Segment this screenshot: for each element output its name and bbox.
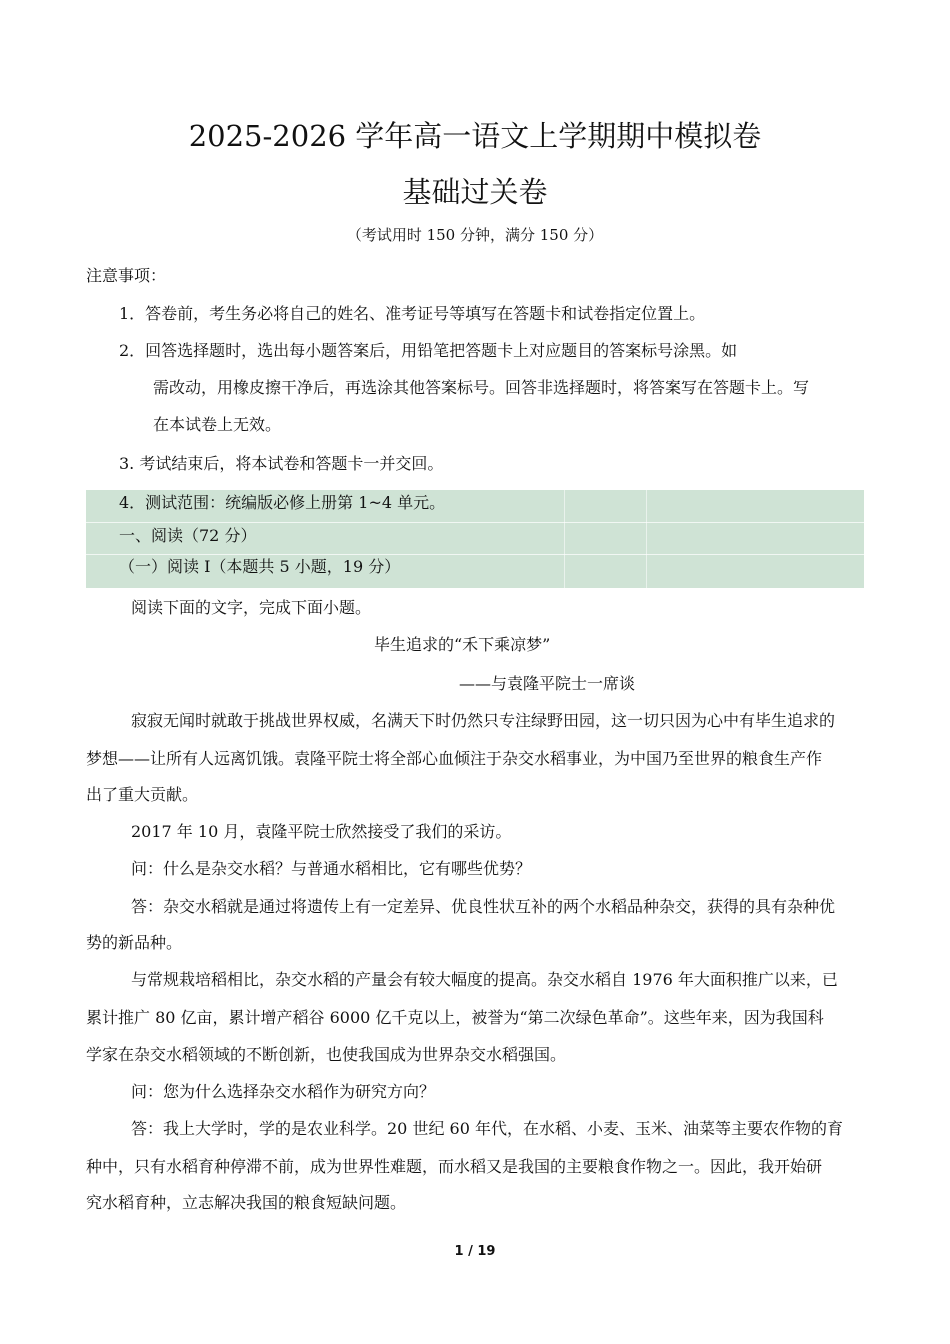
passage-title: 毕生追求的“禾下乘凉梦” [374,635,551,654]
section-subheading: （一）阅读 I（本题共 5 小题，19 分） [119,557,401,576]
exam-info: （考试用时 150 分钟，满分 150 分） [346,226,604,244]
passage-line: 梦想——让所有人远离饥饿。袁隆平院士将全部心血倾注于杂交水稻事业，为中国乃至世界的粮食生产作 [86,749,823,768]
page-number: 1 / 19 [454,1244,496,1259]
notes-item-1: 1．答卷前，考生务必将自己的姓名、准考证号等填写在答题卡和试卷指定位置上。 [119,304,706,323]
passage-line: 势的新品种。 [86,933,183,952]
notes-heading: 注意事项： [86,266,167,285]
notes-item-3: 3. 考试结束后，将本试卷和答题卡一并交回。 [119,454,444,473]
passage-instruction: 阅读下面的文字，完成下面小题。 [131,598,372,617]
passage-line: 种中，只有水稻育种停滞不前，成为世界性难题，而水稻又是我国的主要粮食作物之一。因此，我开始研 [86,1157,823,1176]
passage-line: 答：杂交水稻就是通过将遗传上有一定差异、优良性状互补的两个水稻品种杂交，获得的具有杂种优 [131,897,836,916]
notes-item-2-line-3: 在本试卷上无效。 [153,415,282,434]
passage-line: 答：我上大学时，学的是农业科学。20 世纪 60 年代，在水稻、小麦、玉米、油菜等主要农作物的育 [131,1119,843,1138]
highlight-grid-line [564,490,565,588]
passage-line: 问：什么是杂交水稻？与普通水稻相比，它有哪些优势？ [131,859,532,878]
passage-line: 学家在杂交水稻领域的不断创新，也使我国成为世界杂交水稻强国。 [86,1045,567,1064]
notes-item-2-line-2: 需改动，用橡皮擦干净后，再选涂其他答案标号。回答非选择题时，将答案写在答题卡上。写 [153,378,810,397]
section-heading: 一、阅读（72 分） [119,526,257,545]
passage-byline: ——与袁隆平院士一席谈 [459,674,636,693]
passage-line: 究水稻育种，立志解决我国的粮食短缺问题。 [86,1193,407,1212]
passage-line: 寂寂无闻时就敢于挑战世界权威，名满天下时仍然只专注绿野田园，这一切只因为心中有毕生追求的 [131,711,836,730]
passage-line: 问：您为什么选择杂交水稻作为研究方向？ [131,1082,436,1101]
passage-line: 累计推广 80 亿亩，累计增产稻谷 6000 亿千克以上，被誉为“第二次绿色革命”。这些年来，因为我国科 [86,1008,824,1027]
exam-title: 2025-2026 学年高一语文上学期期中模拟卷 [188,119,762,153]
passage-line: 出了重大贡献。 [86,785,199,804]
notes-item-2-line-1: 2．回答选择题时，选出每小题答案后，用铅笔把答题卡上对应题目的答案标号涂黑。如 [119,341,738,360]
highlight-divider [86,554,864,555]
notes-item-4: 4．测试范围：统编版必修上册第 1~4 单元。 [119,493,446,512]
highlight-grid-line [646,490,647,588]
passage-line: 2017 年 10 月，袁隆平院士欣然接受了我们的采访。 [131,822,512,841]
exam-subtitle: 基础过关卷 [402,175,548,209]
highlight-divider [86,522,864,523]
passage-line: 与常规栽培稻相比，杂交水稻的产量会有较大幅度的提高。杂交水稻自 1976 年大面积推广以来，已 [131,970,838,989]
